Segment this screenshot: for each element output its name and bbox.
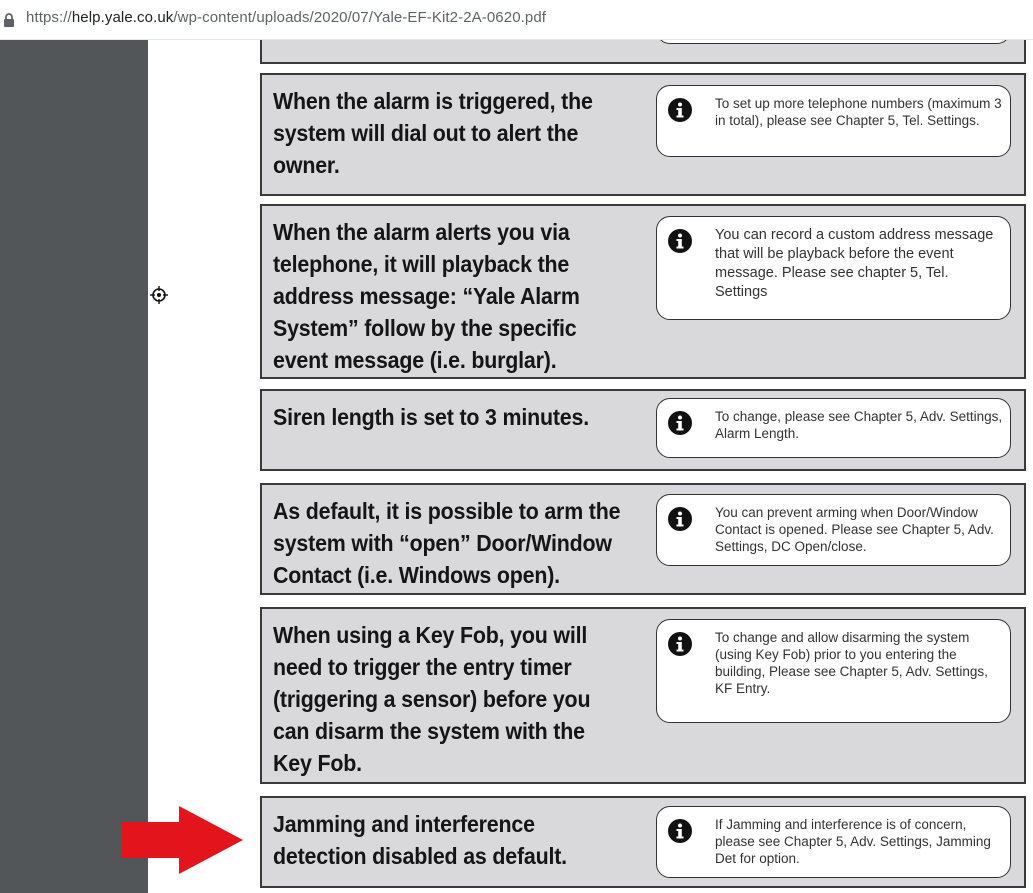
info-icon — [668, 411, 692, 435]
url-scheme: https:// — [26, 9, 72, 26]
info-note — [656, 494, 1011, 566]
info-icon — [668, 229, 692, 253]
note-text: To change, please see Chapter 5, Adv. Settings, Alarm Length. — [715, 409, 1003, 441]
info-note — [656, 85, 1011, 157]
setting-row — [260, 483, 1026, 595]
info-note — [656, 806, 1011, 878]
lock-icon — [2, 12, 16, 28]
info-icon — [668, 632, 692, 656]
row-heading: When using a Key Fob, you will need to trigger the entry timer (triggering a sensor) before you can disarm the system with the Key Fob. — [273, 622, 591, 776]
address-bar[interactable] — [0, 0, 1033, 40]
info-note — [656, 216, 1011, 320]
crosshair-cursor-icon — [150, 286, 168, 304]
pdf-viewer-gutter — [0, 40, 148, 893]
partial-note-box — [656, 40, 1011, 44]
setting-row — [260, 204, 1026, 379]
setting-row — [260, 389, 1026, 471]
red-arrow-annotation-icon — [121, 806, 243, 874]
note-text: If Jamming and interference is of concern, please see Chapter 5, Adv. Settings, Jamming Det for option. — [715, 817, 991, 866]
note-text: You can prevent arming when Door/Window Contact is opened. Please see Chapter 5, Adv. Settings, DC Open/close. — [715, 505, 994, 554]
row-heading: As default, it is possible to arm the system with “open” Door/Window Contact (i.e. Windows open). — [273, 498, 621, 588]
url-text[interactable] — [26, 9, 546, 26]
pdf-page[interactable] — [148, 40, 1033, 893]
row-heading: Siren length is set to 3 minutes. — [273, 404, 589, 430]
info-icon — [668, 819, 692, 843]
setting-row — [260, 607, 1026, 784]
setting-row — [260, 73, 1026, 196]
note-text: To set up more telephone numbers (maximum 3 in total), please see Chapter 5, Tel. Settings. — [715, 96, 1002, 128]
setting-row — [260, 796, 1026, 888]
url-host: help.yale.co.uk — [71, 9, 174, 26]
info-icon — [668, 507, 692, 531]
note-text: To change and allow disarming the system (using Key Fob) prior to you entering the building, Please see Chapter 5, Adv. Settings, KF Entry. — [715, 630, 988, 696]
info-note — [656, 619, 1011, 723]
row-heading: When the alarm alerts you via telephone, it will playback the address message: “Yale Alarm System” follow by the specific event message (i.e. burglar). — [273, 219, 580, 373]
info-icon — [668, 98, 692, 122]
row-heading: When the alarm is triggered, the system will dial out to alert the owner. — [273, 88, 593, 178]
url-path: /wp-content/uploads/2020/07/Yale-EF-Kit2-2A-0620.pdf — [173, 9, 547, 26]
row-heading: Jamming and interference detection disabled as default. — [273, 811, 567, 869]
partial-row-top — [260, 40, 1026, 64]
info-note — [656, 398, 1011, 458]
note-text: You can record a custom address message that will be playback before the event message. Please see chapter 5, Tel. Settings — [715, 227, 994, 300]
